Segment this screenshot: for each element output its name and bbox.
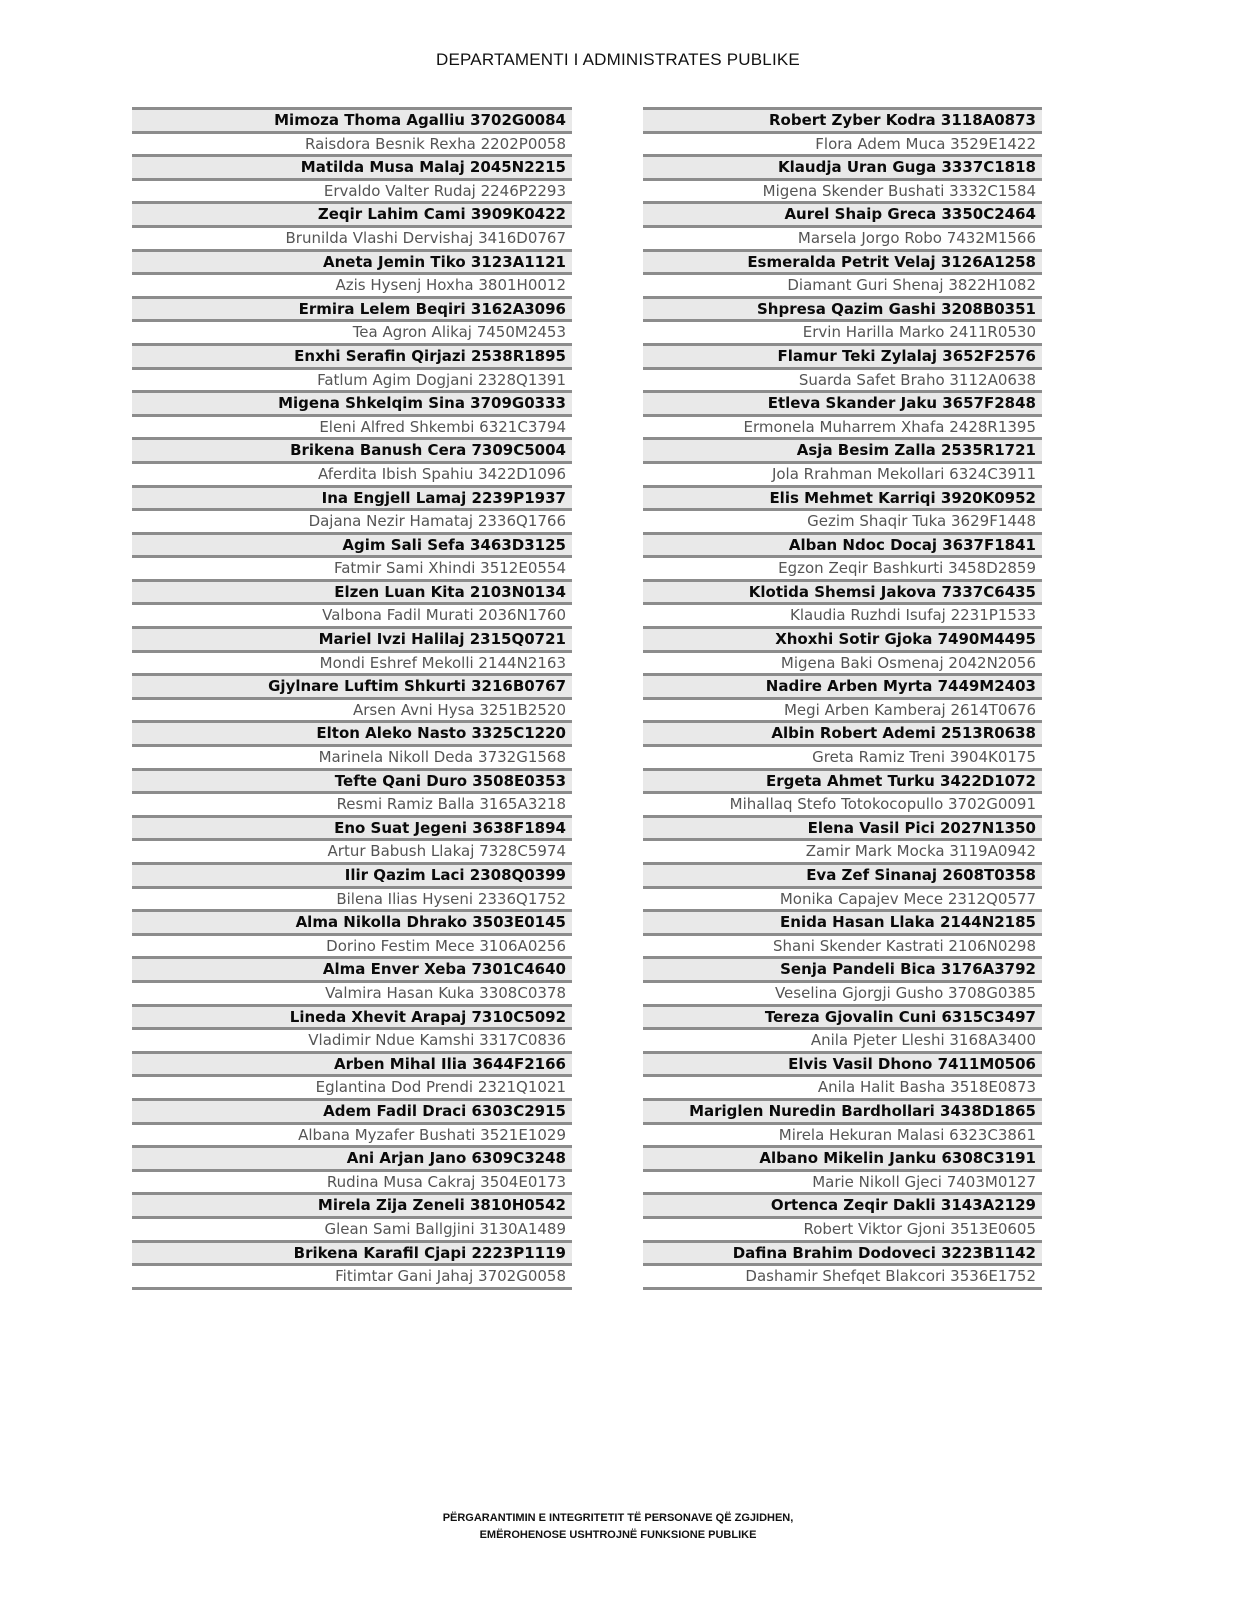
list-item: Fatmir Sami Xhindi 3512E0554 bbox=[132, 558, 572, 582]
list-item: Lineda Xhevit Arapaj 7310C5092 bbox=[132, 1007, 572, 1031]
list-item: Ergeta Ahmet Turku 3422D1072 bbox=[643, 771, 1042, 795]
list-item: Enida Hasan Llaka 2144N2185 bbox=[643, 912, 1042, 936]
list-item: Ilir Qazim Laci 2308Q0399 bbox=[132, 865, 572, 889]
list-item: Eva Zef Sinanaj 2608T0358 bbox=[643, 865, 1042, 889]
list-item: Aferdita Ibish Spahiu 3422D1096 bbox=[132, 464, 572, 488]
list-item: Xhoxhi Sotir Gjoka 7490M4495 bbox=[643, 629, 1042, 653]
list-item: Gezim Shaqir Tuka 3629F1448 bbox=[643, 511, 1042, 535]
list-item: Albin Robert Ademi 2513R0638 bbox=[643, 723, 1042, 747]
list-item: Marsela Jorgo Robo 7432M1566 bbox=[643, 228, 1042, 252]
list-item: Dajana Nezir Hamataj 2336Q1766 bbox=[132, 511, 572, 535]
list-item: Eno Suat Jegeni 3638F1894 bbox=[132, 818, 572, 842]
list-item: Senja Pandeli Bica 3176A3792 bbox=[643, 959, 1042, 983]
list-item: Anila Halit Basha 3518E0873 bbox=[643, 1077, 1042, 1101]
list-item: Ervin Harilla Marko 2411R0530 bbox=[643, 322, 1042, 346]
page-title: DEPARTAMENTI I ADMINISTRATES PUBLIKE bbox=[436, 50, 800, 69]
list-item: Matilda Musa Malaj 2045N2215 bbox=[132, 157, 572, 181]
list-item: Greta Ramiz Treni 3904K0175 bbox=[643, 747, 1042, 771]
list-item: Dafina Brahim Dodoveci 3223B1142 bbox=[643, 1243, 1042, 1267]
list-item: Veselina Gjorgji Gusho 3708G0385 bbox=[643, 983, 1042, 1007]
list-item: Enxhi Serafin Qirjazi 2538R1895 bbox=[132, 346, 572, 370]
list-item: Fatlum Agim Dogjani 2328Q1391 bbox=[132, 370, 572, 394]
list-item: Mihallaq Stefo Totokocopullo 3702G0091 bbox=[643, 794, 1042, 818]
footer-line-1: PËRGARANTIMIN E INTEGRITETIT TË PERSONAVE QË ZGJIDHEN, bbox=[442, 1512, 794, 1524]
list-item: Rudina Musa Cakraj 3504E0173 bbox=[132, 1172, 572, 1196]
list-item: Glean Sami Ballgjini 3130A1489 bbox=[132, 1219, 572, 1243]
list-item: Klaudia Ruzhdi Isufaj 2231P1533 bbox=[643, 605, 1042, 629]
list-item: Migena Skender Bushati 3332C1584 bbox=[643, 181, 1042, 205]
list-item: Alma Nikolla Dhrako 3503E0145 bbox=[132, 912, 572, 936]
list-item: Ani Arjan Jano 6309C3248 bbox=[132, 1148, 572, 1172]
name-list-right bbox=[643, 107, 1042, 1290]
list-item: Anila Pjeter Lleshi 3168A3400 bbox=[643, 1030, 1042, 1054]
list-item: Gjylnare Luftim Shkurti 3216B0767 bbox=[132, 676, 572, 700]
list-item: Elvis Vasil Dhono 7411M0506 bbox=[643, 1054, 1042, 1078]
list-item: Shani Skender Kastrati 2106N0298 bbox=[643, 936, 1042, 960]
list-item: Elis Mehmet Karriqi 3920K0952 bbox=[643, 488, 1042, 512]
list-item: Shpresa Qazim Gashi 3208B0351 bbox=[643, 299, 1042, 323]
list-item: Ermira Lelem Beqiri 3162A3096 bbox=[132, 299, 572, 323]
list-item: Elena Vasil Pici 2027N1350 bbox=[643, 818, 1042, 842]
list-item: Marinela Nikoll Deda 3732G1568 bbox=[132, 747, 572, 771]
list-item: Mirela Zija Zeneli 3810H0542 bbox=[132, 1195, 572, 1219]
list-item: Alban Ndoc Docaj 3637F1841 bbox=[643, 535, 1042, 559]
list-item: Mirela Hekuran Malasi 6323C3861 bbox=[643, 1125, 1042, 1149]
list-item: Diamant Guri Shenaj 3822H1082 bbox=[643, 275, 1042, 299]
list-item: Brikena Karafil Cjapi 2223P1119 bbox=[132, 1243, 572, 1267]
list-item: Robert Viktor Gjoni 3513E0605 bbox=[643, 1219, 1042, 1243]
list-item: Brunilda Vlashi Dervishaj 3416D0767 bbox=[132, 228, 572, 252]
list-item: Arsen Avni Hysa 3251B2520 bbox=[132, 700, 572, 724]
list-item: Klaudja Uran Guga 3337C1818 bbox=[643, 157, 1042, 181]
list-item: Mondi Eshref Mekolli 2144N2163 bbox=[132, 653, 572, 677]
list-item: Tea Agron Alikaj 7450M2453 bbox=[132, 322, 572, 346]
list-item: Elzen Luan Kita 2103N0134 bbox=[132, 582, 572, 606]
list-item: Alma Enver Xeba 7301C4640 bbox=[132, 959, 572, 983]
list-item: Agim Sali Sefa 3463D3125 bbox=[132, 535, 572, 559]
list-item: Ervaldo Valter Rudaj 2246P2293 bbox=[132, 181, 572, 205]
list-item: Fitimtar Gani Jahaj 3702G0058 bbox=[132, 1266, 572, 1290]
list-item: Ermonela Muharrem Xhafa 2428R1395 bbox=[643, 417, 1042, 441]
list-item: Robert Zyber Kodra 3118A0873 bbox=[643, 110, 1042, 134]
list-item: Asja Besim Zalla 2535R1721 bbox=[643, 440, 1042, 464]
footer-line-2: EMËROHENOSE USHTROJNË FUNKSIONE PUBLIKE bbox=[479, 1529, 757, 1541]
list-item: Zeqir Lahim Cami 3909K0422 bbox=[132, 204, 572, 228]
list-item: Migena Shkelqim Sina 3709G0333 bbox=[132, 393, 572, 417]
list-item: Vladimir Ndue Kamshi 3317C0836 bbox=[132, 1030, 572, 1054]
list-item: Azis Hysenj Hoxha 3801H0012 bbox=[132, 275, 572, 299]
list-item: Mimoza Thoma Agalliu 3702G0084 bbox=[132, 110, 572, 134]
list-item: Ortenca Zeqir Dakli 3143A2129 bbox=[643, 1195, 1042, 1219]
list-item: Tereza Gjovalin Cuni 6315C3497 bbox=[643, 1007, 1042, 1031]
list-item: Albana Myzafer Bushati 3521E1029 bbox=[132, 1125, 572, 1149]
list-item: Eleni Alfred Shkembi 6321C3794 bbox=[132, 417, 572, 441]
list-item: Eglantina Dod Prendi 2321Q1021 bbox=[132, 1077, 572, 1101]
list-item: Ina Engjell Lamaj 2239P1937 bbox=[132, 488, 572, 512]
list-item: Dashamir Shefqet Blakcori 3536E1752 bbox=[643, 1266, 1042, 1290]
list-item: Adem Fadil Draci 6303C2915 bbox=[132, 1101, 572, 1125]
list-item: Bilena Ilias Hyseni 2336Q1752 bbox=[132, 889, 572, 913]
list-item: Jola Rrahman Mekollari 6324C3911 bbox=[643, 464, 1042, 488]
list-item: Megi Arben Kamberaj 2614T0676 bbox=[643, 700, 1042, 724]
list-item: Suarda Safet Braho 3112A0638 bbox=[643, 370, 1042, 394]
list-item: Tefte Qani Duro 3508E0353 bbox=[132, 771, 572, 795]
list-item: Mariel Ivzi Halilaj 2315Q0721 bbox=[132, 629, 572, 653]
list-item: Dorino Festim Mece 3106A0256 bbox=[132, 936, 572, 960]
list-item: Aneta Jemin Tiko 3123A1121 bbox=[132, 252, 572, 276]
list-item: Etleva Skander Jaku 3657F2848 bbox=[643, 393, 1042, 417]
list-item: Raisdora Besnik Rexha 2202P0058 bbox=[132, 134, 572, 158]
footer bbox=[0, 1510, 1236, 1544]
list-item: Esmeralda Petrit Velaj 3126A1258 bbox=[643, 252, 1042, 276]
list-item: Elton Aleko Nasto 3325C1220 bbox=[132, 723, 572, 747]
list-item: Albano Mikelin Janku 6308C3191 bbox=[643, 1148, 1042, 1172]
list-item: Nadire Arben Myrta 7449M2403 bbox=[643, 676, 1042, 700]
list-item: Marie Nikoll Gjeci 7403M0127 bbox=[643, 1172, 1042, 1196]
list-item: Arben Mihal Ilia 3644F2166 bbox=[132, 1054, 572, 1078]
list-item: Migena Baki Osmenaj 2042N2056 bbox=[643, 653, 1042, 677]
list-item: Flamur Teki Zylalaj 3652F2576 bbox=[643, 346, 1042, 370]
list-item: Valmira Hasan Kuka 3308C0378 bbox=[132, 983, 572, 1007]
name-list-left bbox=[132, 107, 572, 1290]
list-item: Egzon Zeqir Bashkurti 3458D2859 bbox=[643, 558, 1042, 582]
list-item: Brikena Banush Cera 7309C5004 bbox=[132, 440, 572, 464]
list-item: Klotida Shemsi Jakova 7337C6435 bbox=[643, 582, 1042, 606]
list-item: Monika Capajev Mece 2312Q0577 bbox=[643, 889, 1042, 913]
list-item: Artur Babush Llakaj 7328C5974 bbox=[132, 841, 572, 865]
list-item: Flora Adem Muca 3529E1422 bbox=[643, 134, 1042, 158]
list-item: Zamir Mark Mocka 3119A0942 bbox=[643, 841, 1042, 865]
list-item: Valbona Fadil Murati 2036N1760 bbox=[132, 605, 572, 629]
list-item: Mariglen Nuredin Bardhollari 3438D1865 bbox=[643, 1101, 1042, 1125]
list-item: Resmi Ramiz Balla 3165A3218 bbox=[132, 794, 572, 818]
list-item: Aurel Shaip Greca 3350C2464 bbox=[643, 204, 1042, 228]
